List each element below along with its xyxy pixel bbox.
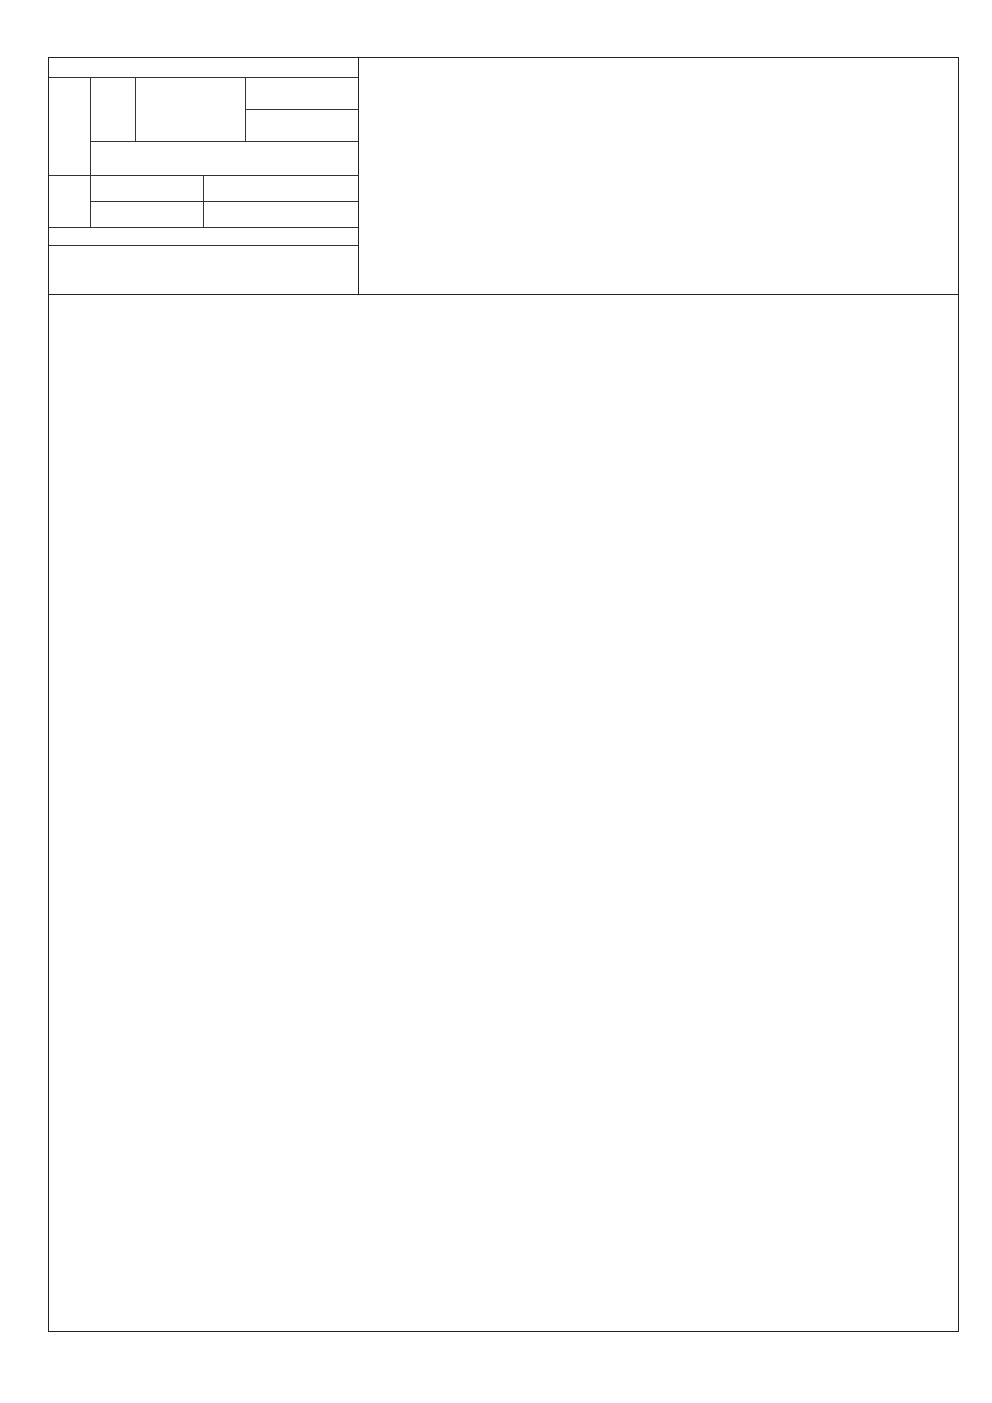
youth-mass-time xyxy=(246,78,359,110)
liturgy-info xyxy=(49,58,359,295)
weekday-row1-time xyxy=(204,176,359,202)
sunday-general-label xyxy=(91,78,136,142)
bulletin-page xyxy=(48,57,959,1332)
saturday-mass-times xyxy=(91,142,359,176)
sunday-mass-times xyxy=(136,78,246,142)
bulletin-header xyxy=(49,58,958,295)
sunday-mass-label xyxy=(49,78,91,176)
young-adult-mass-time xyxy=(246,110,359,142)
weekday-row1-days xyxy=(91,176,204,202)
liturgy-title xyxy=(49,58,359,78)
